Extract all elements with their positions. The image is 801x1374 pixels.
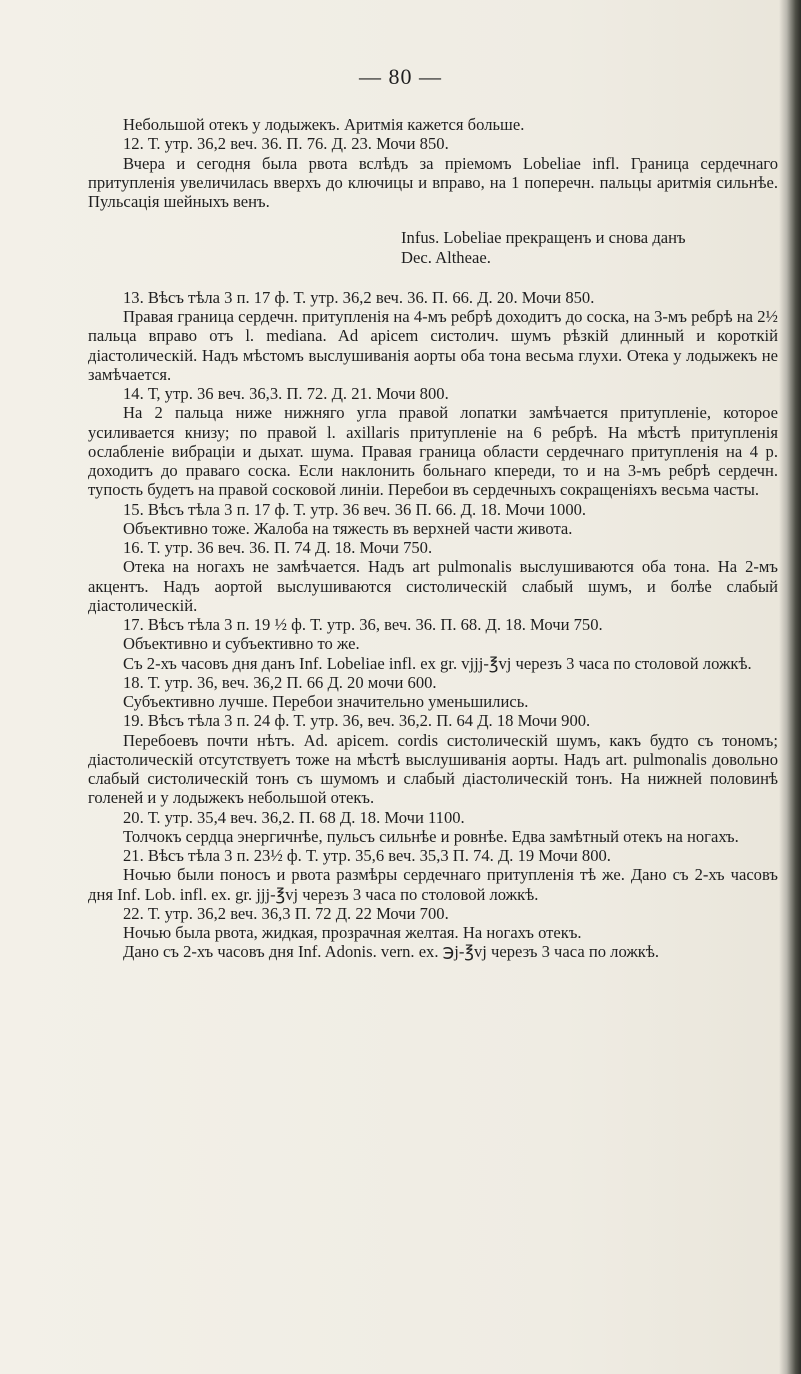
page-number: — 80 —: [359, 64, 442, 89]
paragraph: 14. Т, утр. 36 веч. 36,3. П. 72. Д. 21. Мочи 800.: [123, 384, 449, 403]
paragraph: Ночью были поносъ и рвота размѣры сердечнаго притупленія тѣ же. Дано съ 2-хъ часовъ дня Inf. Lob. infl. ex. gr. jjj-℥vj черезъ 3 часа по столовой ложкѣ.: [88, 865, 778, 904]
prescription-block: [88, 228, 778, 267]
paragraph: На 2 пальца ниже нижняго угла правой лопатки замѣчается притупленіе, которое усиливается книзу; по правой l. axillaris притупленіе на 6 ребрѣ. На мѣстѣ притупленія ослабленіе вибраціи и дыхат. шума. Правая граница области сердечнаго притупленія на 4 р. доходитъ до праваго соска. Если наклонить больнаго кпереди, то и на 3-мъ ребрѣ сердечн. тупость будетъ на правой сосковой линіи. Перебои въ сердечныхъ сокращеніяхъ весьма часты.: [88, 403, 778, 500]
paragraph: Субъективно лучше. Перебои значительно уменьшились.: [123, 692, 529, 711]
paragraph: Съ 2-хъ часовъ дня данъ Inf. Lobeliae infl. ex gr. vjjj-℥vj черезъ 3 часа по столовой ложкѣ.: [123, 653, 752, 673]
paragraph: Ночью была рвота, жидкая, прозрачная желтая. На ногахъ отекъ.: [123, 923, 582, 942]
book-binding-edge: [779, 0, 801, 1374]
paragraph: 19. Вѣсъ тѣла 3 п. 24 ф. Т. утр. 36, веч. 36,2. П. 64 Д. 18 Мочи 900.: [123, 711, 591, 731]
paragraph: Толчокъ сердца энергичнѣе, пульсъ сильнѣе и ровнѣе. Едва замѣтный отекъ на ногахъ.: [123, 826, 739, 846]
paragraph: Небольшой отекъ у лодыжекъ. Аритмія кажется больше.: [123, 115, 525, 134]
case-notes-text: [88, 115, 778, 962]
paragraph: Объективно тоже. Жалоба на тяжесть въ верхней части живота.: [123, 518, 573, 538]
paragraph: Перебоевъ почти нѣтъ. Ad. apicem. cordis систолическій шумъ, какъ будто съ тономъ; діастолическій отсутствуетъ тоже на мѣстѣ выслушиванія аорты. Надъ art. pulmonalis довольно слабый систолическій тонъ съ шумомъ и слабый діастолическій тонъ. На нижней половинѣ голеней и у лодыжекъ небольшой отекъ.: [88, 730, 778, 808]
paragraph: Правая граница сердечн. притупленія на 4-мъ ребрѣ доходитъ до соска, на 3-мъ ребрѣ на 2½ пальца вправо отъ l. mediana. Ad apicem систолич. шумъ рѣзкій длинный и короткій діастолическій. Надъ мѣстомъ выслушиванія аорты оба тона весьма глухи. Отека у лодыжекъ не замѣчается.: [88, 307, 778, 384]
paragraph: 15. Вѣсъ тѣла 3 п. 17 ф. Т. утр. 36 веч. 36 П. 66. Д. 18. Мочи 1000.: [123, 499, 587, 519]
prescription-line: Infus. Lobeliae прекращенъ и снова данъ: [401, 228, 686, 248]
paragraph: 20. Т. утр. 35,4 веч. 36,2. П. 68 Д. 18. Мочи 1100.: [123, 807, 465, 827]
paragraph: Дано съ 2-хъ часовъ дня Inf. Adonis. vern. ex. ℈j-℥vj черезъ 3 часа по ложкѣ.: [123, 942, 660, 962]
paragraph: 17. Вѣсъ тѣла 3 п. 19 ½ ф. Т. утр. 36, веч. 36. П. 68. Д. 18. Мочи 750.: [123, 615, 603, 634]
paragraph: 18. Т. утр. 36, веч. 36,2 П. 66 Д. 20 мочи 600.: [123, 672, 437, 692]
paragraph: 13. Вѣсъ тѣла 3 п. 17 ф. Т. утр. 36,2 веч. 36. П. 66. Д. 20. Мочи 850.: [123, 287, 595, 307]
paragraph: Отека на ногахъ не замѣчается. Надъ art pulmonalis выслушиваются оба тона. На 2-мъ акцентъ. Надъ аортой выслушиваются систолическій слабый шумъ, и болѣе слабый діастолическій.: [88, 557, 778, 615]
paragraph: 12. Т. утр. 36,2 веч. 36. П. 76. Д. 23. Мочи 850.: [123, 134, 449, 154]
paragraph: Объективно и субъективно то же.: [123, 634, 360, 654]
prescription-line: Dec. Altheae.: [401, 247, 491, 267]
paragraph: 16. Т. утр. 36 веч. 36. П. 74 Д. 18. Мочи 750.: [123, 538, 433, 557]
paragraph: 22. Т. утр. 36,2 веч. 36,3 П. 72 Д. 22 Мочи 700.: [123, 903, 449, 923]
paragraph: Вчера и сегодня была рвота вслѣдъ за пріемомъ Lobeliae infl. Граница сердечнаго притупленія увеличилась вверхъ до ключицы и вправо, на 1 поперечн. пальцы аритмія сильнѣе. Пульсація шейныхъ венъ.: [88, 153, 778, 211]
paragraph: 21. Вѣсъ тѣла 3 п. 23½ ф. Т. утр. 35,6 веч. 35,3 П. 74. Д. 19 Мочи 800.: [123, 846, 611, 865]
